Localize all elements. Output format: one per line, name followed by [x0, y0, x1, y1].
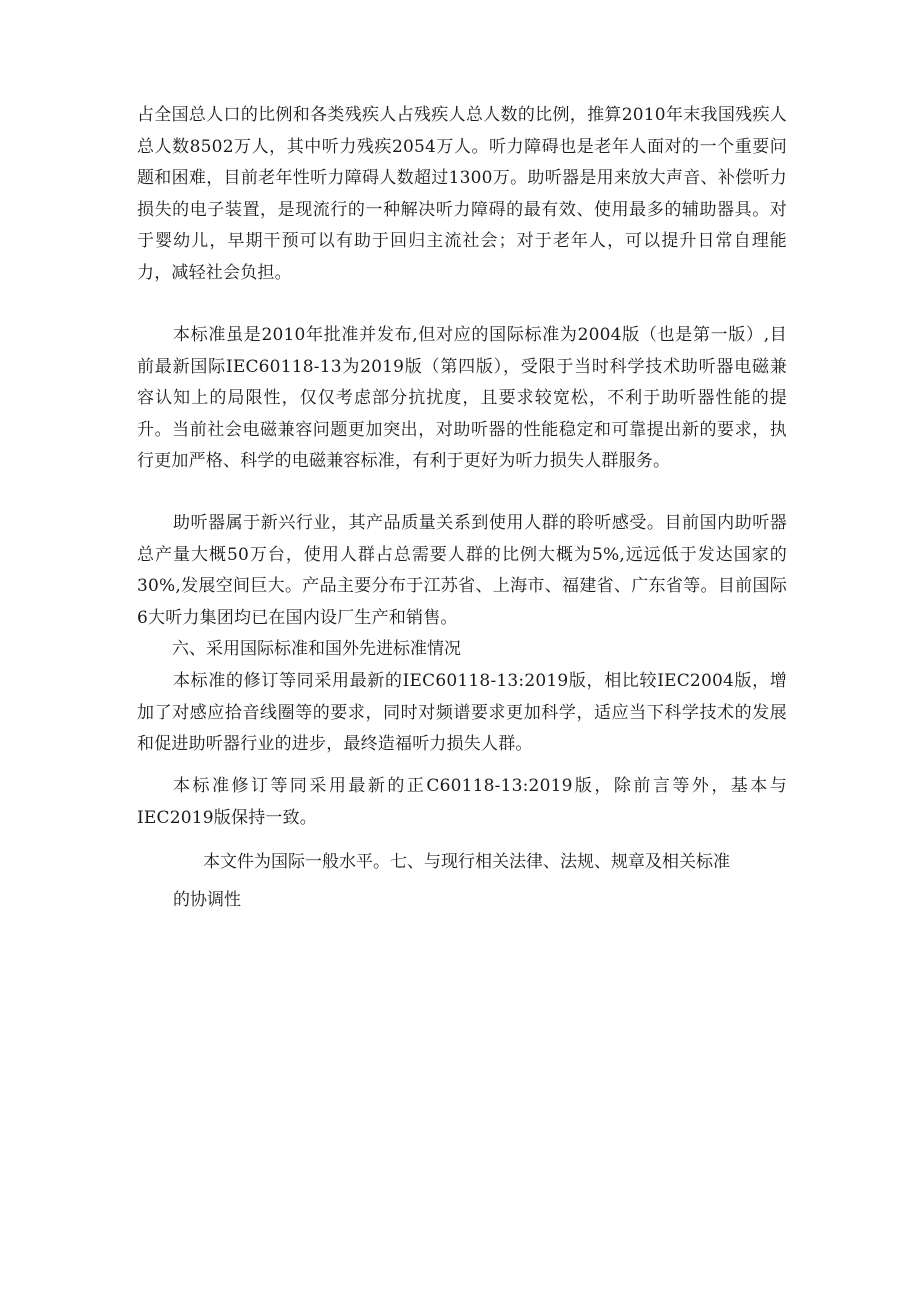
closing-tail: 的协调性: [173, 890, 241, 910]
paragraph-disability-statistics: 占全国总人口的比例和各类残疾人占残疾人总人数的比例，推算2010年末我国残疾人总人数8502万人，其中听力残疾2054万人。听力障碍也是老年人面对的一个重要问题和困难，目前老年性听力障碍人数超过1300万。助听器是用来放大声音、补偿听力损失的电子装置，是现流行的一种解决听力障碍的最有效、使用最多的辅助器具。对于婴幼儿，早期干预可以有助于回归主流社会；对于老年人，可以提升日常自理能力，减轻社会负担。: [137, 105, 787, 283]
paragraph-industry-status: 助听器属于新兴行业，其产品质量关系到使用人群的聆听感受。目前国内助听器总产量大概50万台，使用人群占总需要人群的比例大概为5%,远远低于发达国家的30%,发展空间巨大。产品主要分布于江苏省、上海市、福建省、广东省等。目前国际6大听力集团均已在国内设厂生产和销售。: [137, 513, 787, 628]
section-six-heading: 六、采用国际标准和国外先进标准情况: [172, 639, 461, 659]
paragraph-standard-revision-reason: 本标准虽是2010年批准并发布,但对应的国际标准为2004版（也是第一版）,目前最新国际IEC60118-13为2019版（第四版），受限于当时科学技术助听器电磁兼容认知上的局限性，仅仅考虑部分抗扰度，且要求较宽松，不利于助听器性能的提升。当前社会电磁兼容问题更加突出，对助听器的性能稳定和可靠提出新的要求，执行更加严格、科学的电磁兼容标准，有利于更好为听力损失人群服务。: [137, 325, 787, 471]
paragraph-adoption-iec: 本标准的修订等同采用最新的IEC60118-13:2019版，相比较IEC2004版，增加了对感应拾音线圈等的要求，同时对频谱要求更加科学，适应当下科学技术的发展和促进助听器行业的进步，最终造福听力损失人群。: [137, 671, 787, 754]
paragraph-consistency-iec2019: 本标准修订等同采用最新的正C60118-13:2019版，除前言等外，基本与IEC2019版保持一致。: [137, 776, 787, 828]
closing-line: 本文件为国际一般水平。七、与现行相关法律、法规、规章及相关标准: [203, 852, 730, 872]
